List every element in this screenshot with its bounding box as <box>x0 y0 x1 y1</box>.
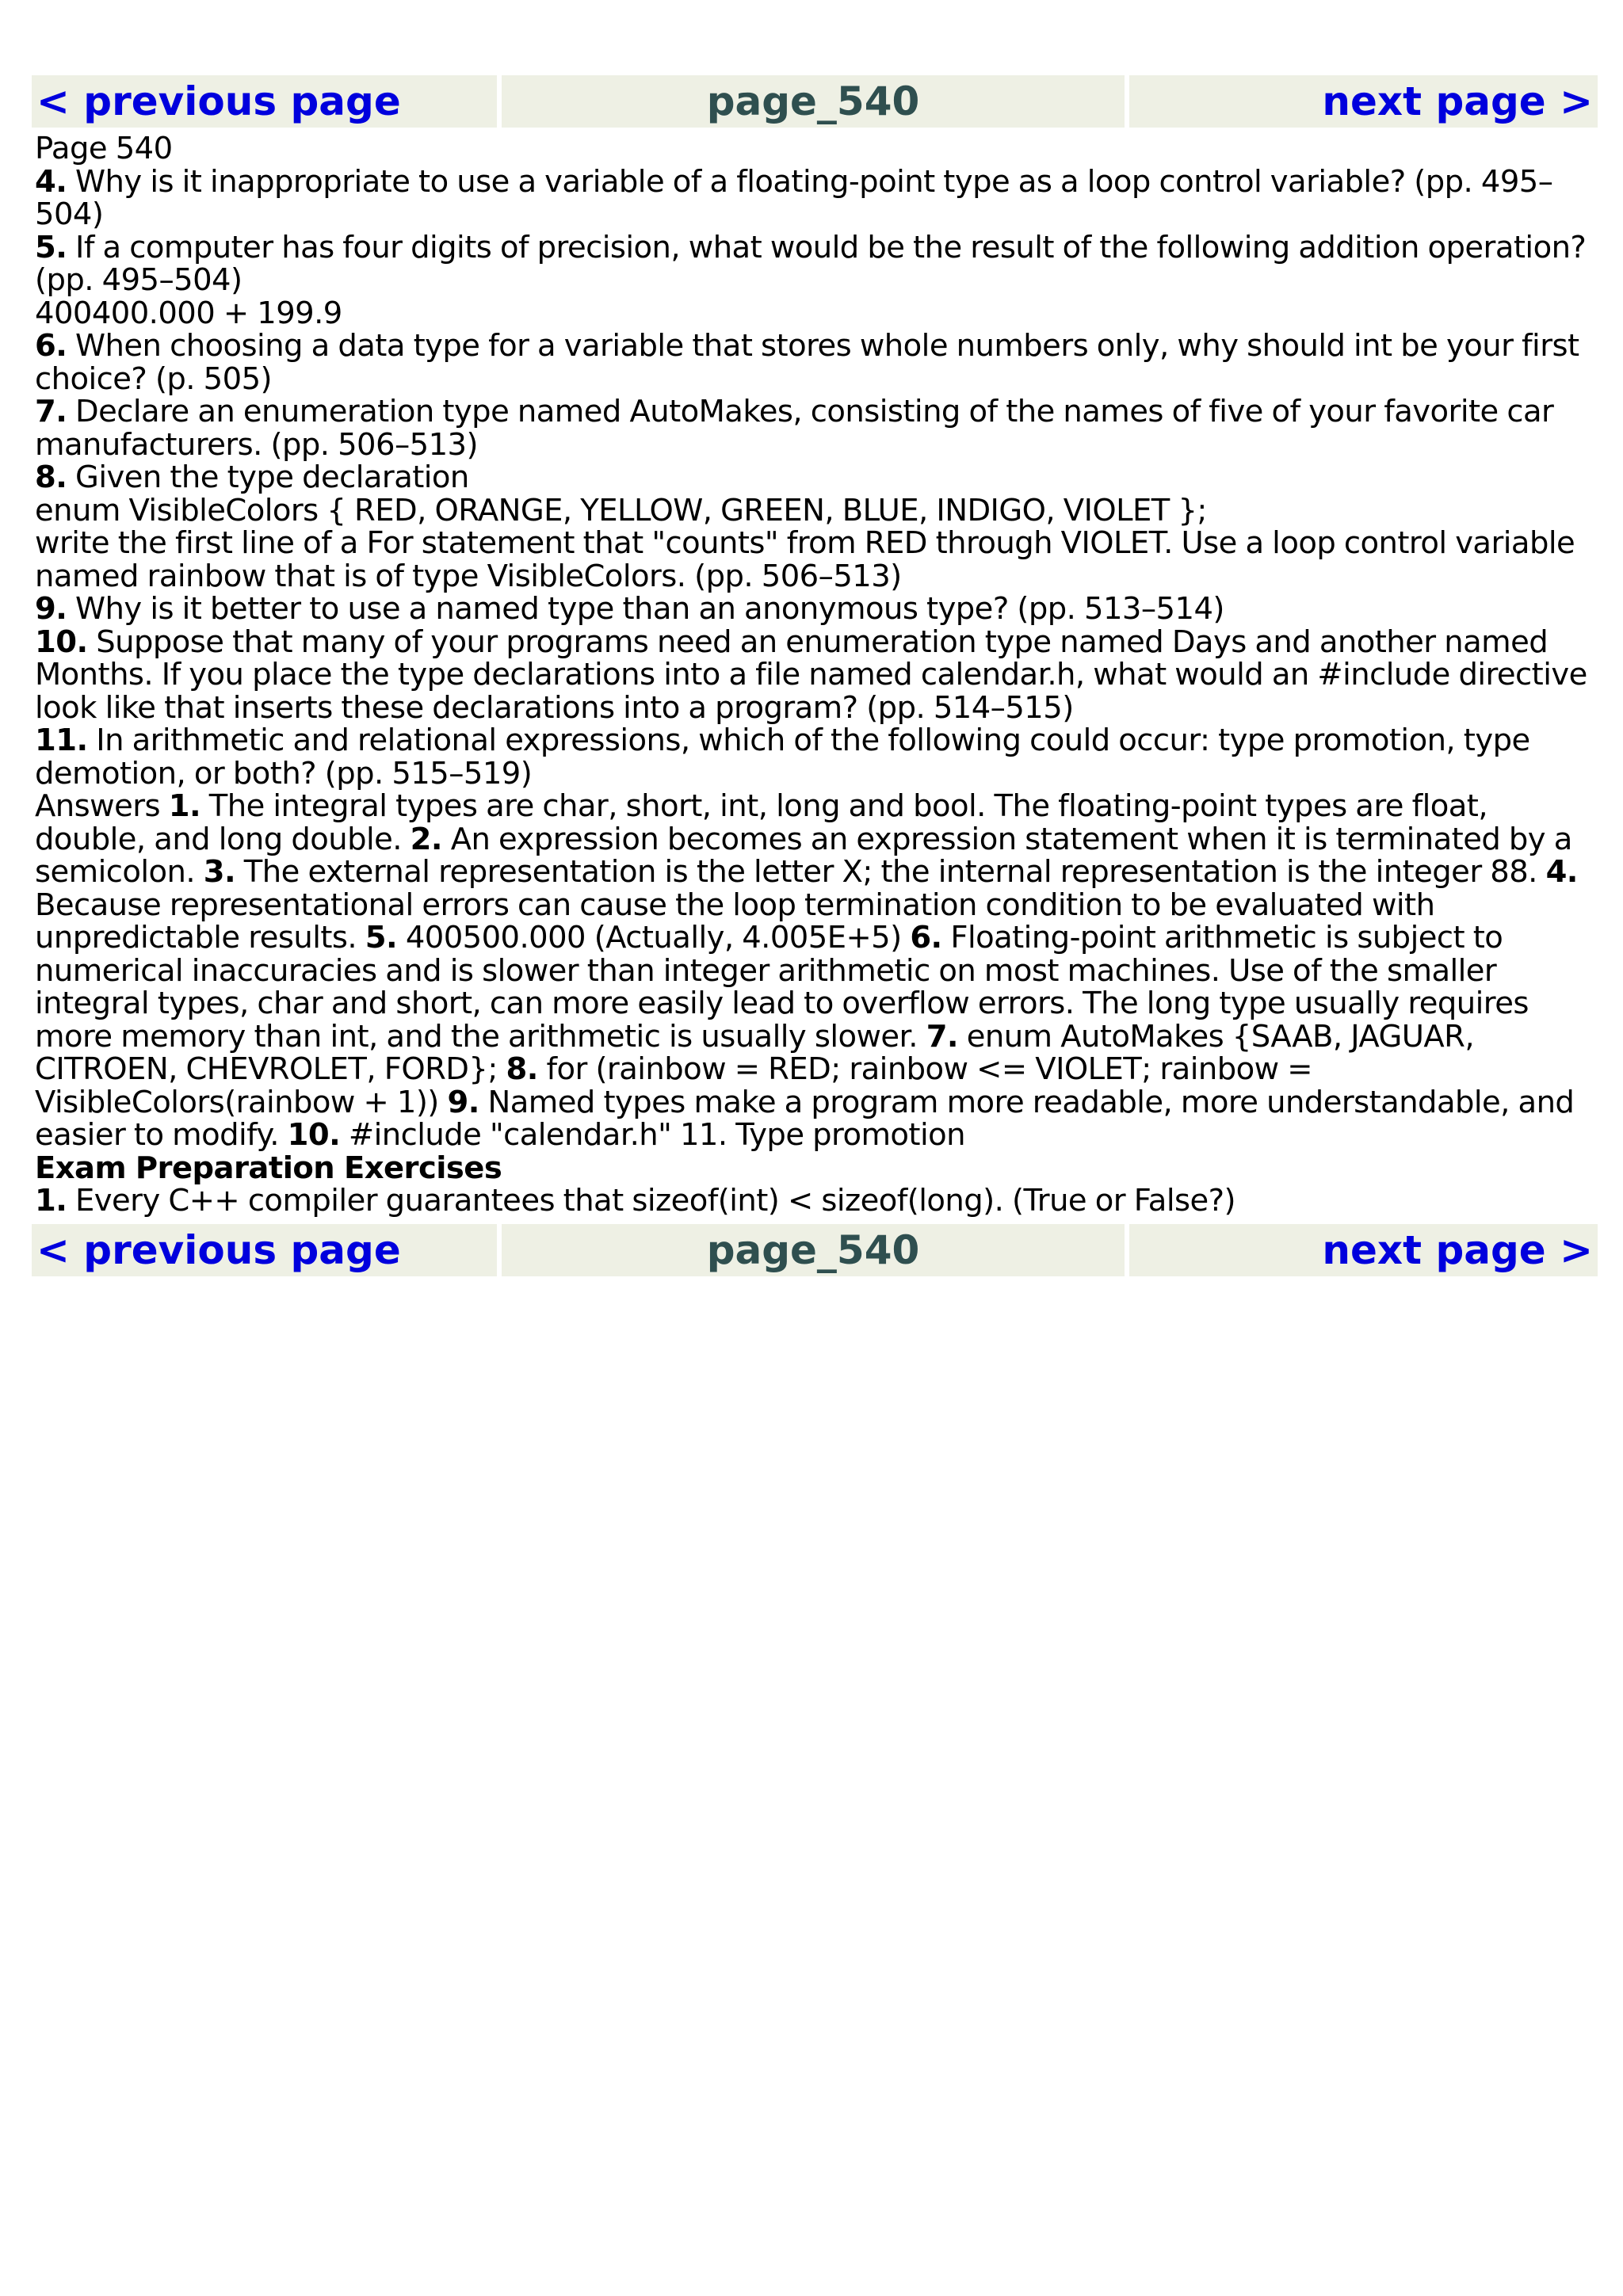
answer-text: enum AutoMakes {SAAB, JAGUAR, CITROEN, CHEVROLET, FORD}; <box>35 1018 1475 1087</box>
question-text: Suppose that many of your programs need an enumeration type named Days and another named Months. If you place the type declarations into a file named calendar.h, what would an #include directive look like that inserts these declarations into a program? (pp. 514–515) <box>35 624 1587 726</box>
answer-number: 10. <box>287 1117 341 1153</box>
question-10 <box>35 626 1598 725</box>
top-navigation-bar <box>32 75 1598 128</box>
page-container <box>32 75 1598 1276</box>
page-content <box>32 128 1598 1224</box>
question-number: 10. <box>35 624 88 660</box>
answer-number: 4. <box>1545 854 1578 890</box>
answers-label: Answers <box>35 788 161 824</box>
question-8-declaration: enum VisibleColors { RED, ORANGE, YELLOW, GREEN, BLUE, INDIGO, VIOLET }; <box>35 492 1207 528</box>
question-text: Given the type declaration <box>75 460 469 495</box>
answer-text: Because representational errors can cause the loop termination condition to be evaluated with unpredictable results. <box>35 887 1435 955</box>
question-number: 11. <box>35 723 88 758</box>
question-number: 9. <box>35 591 67 627</box>
answer-number: 7. <box>926 1018 959 1055</box>
question-number: 7. <box>35 394 67 429</box>
answer-text: The external representation is the letter X; the internal representation is the integer 88. <box>243 854 1537 890</box>
question-8-instruction: write the first line of a For statement that "counts" from RED through VIOLET. Use a loop control variable named rainbow that is of type VisibleColors. (pp. 506–513) <box>35 525 1575 594</box>
question-9 <box>35 593 1598 626</box>
answer-text: The integral types are char, short, int, long and bool. The floating-point types are float, double, and long double. <box>35 788 1488 857</box>
answer-number: 6. <box>910 920 942 955</box>
next-page-link[interactable]: next page > <box>1129 75 1598 128</box>
answer-number: 8. <box>506 1051 538 1087</box>
question-text: If a computer has four digits of precision, what would be the result of the following addition operation? (pp. 495–504) <box>35 229 1587 298</box>
question-text: When choosing a data type for a variable that stores whole numbers only, why should int be your first choice? (p. 505) <box>35 328 1579 397</box>
question-number: 8. <box>35 460 67 495</box>
answers-paragraph <box>35 790 1598 1152</box>
question-number: 5. <box>35 229 67 265</box>
question-text: Declare an enumeration type named AutoMakes, consisting of the names of five of your favorite car manufacturers. (pp. 506–513) <box>35 394 1554 463</box>
question-5 <box>35 231 1598 297</box>
previous-page-link[interactable]: < previous page <box>32 1224 497 1276</box>
page-label: page_540 <box>502 1224 1125 1276</box>
answer-number: 9. <box>447 1084 479 1120</box>
exam-item-1 <box>35 1184 1598 1218</box>
question-11 <box>35 724 1598 790</box>
answer-text: Named types make a program more readable, more understandable, and easier to modify. <box>35 1084 1575 1153</box>
answer-number: 3. <box>203 854 236 890</box>
answer-text: An expression becomes an expression statement when it is terminated by a semicolon. <box>35 821 1572 890</box>
question-8 <box>35 461 1598 494</box>
exam-item-number: 1. <box>35 1183 67 1219</box>
page-number-text: Page 540 <box>35 131 173 166</box>
bottom-navigation-bar <box>32 1224 1598 1276</box>
exam-item-text: Every C++ compiler guarantees that sizeof(int) < sizeof(long). (True or False?) <box>75 1183 1235 1219</box>
exam-section-title: Exam Preparation Exercises <box>35 1150 502 1186</box>
next-page-link[interactable]: next page > <box>1129 1224 1598 1276</box>
question-6 <box>35 330 1598 395</box>
question-5-expression: 400400.000 + 199.9 <box>35 295 342 331</box>
question-text: Why is it inappropriate to use a variable of a floating-point type as a loop control variable? (pp. 495–504) <box>35 163 1553 232</box>
page-label: page_540 <box>502 75 1125 128</box>
answer-number: 2. <box>410 821 442 857</box>
question-number: 4. <box>35 163 67 200</box>
question-number: 6. <box>35 328 67 364</box>
answer-text: Floating-point arithmetic is subject to numerical inaccuracies and is slower than integer arithmetic on most machines. Use of the smaller integral types, char and short, can more easily lead to overflow errors. The long type usually requires more memory than int, and the arithmetic is usually slower. <box>35 920 1529 1055</box>
question-4 <box>35 163 1598 232</box>
question-text: Why is it better to use a named type than an anonymous type? (pp. 513–514) <box>75 591 1224 627</box>
answer-text: for (rainbow = RED; rainbow <= VIOLET; rainbow = VisibleColors(rainbow + 1)) <box>35 1051 1312 1120</box>
question-text: In arithmetic and relational expressions, which of the following could occur: type promotion, type demotion, or both? (pp. 515–519) <box>35 723 1530 791</box>
answer-text: 400500.000 (Actually, 4.005E+5) <box>405 920 902 955</box>
question-7 <box>35 395 1598 461</box>
answer-number: 1. <box>168 788 201 824</box>
answer-text: #include "calendar.h" 11. Type promotion <box>348 1117 965 1153</box>
answer-number: 5. <box>365 920 398 955</box>
previous-page-link[interactable]: < previous page <box>32 75 497 128</box>
